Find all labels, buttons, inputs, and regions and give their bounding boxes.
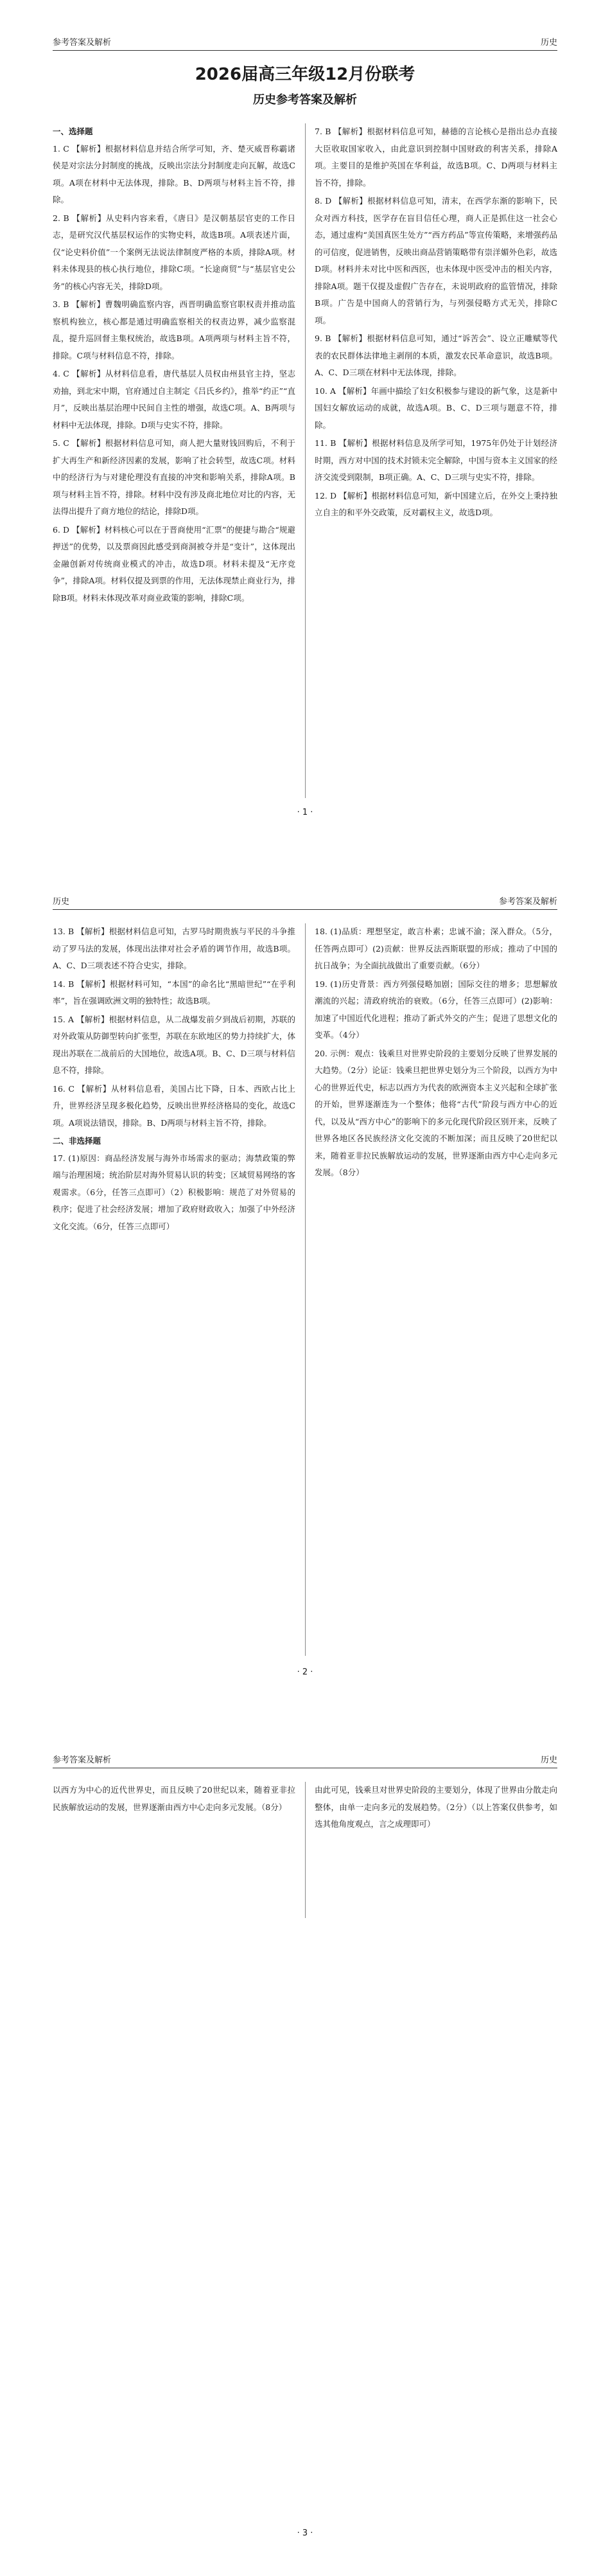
column-left [53, 123, 295, 608]
answer-item: 6. D 【解析】材料核心可以在于晋商使用“汇票”的便捷与勘合“规避押送”的优势，以及票商因此感受到商洞被夺并是“变计”，这体现出金融创新对传统商业模式的冲击，故选D项。材料未提及“无序竞争”，排除A项。材料仅提及到票的作用，无法体现禁止商业行为，排除B项。材料未体现改革对商业政策的影响，排除C项。 [53, 524, 295, 603]
answer-item: 由此可见，钱乘旦对世界史阶段的主要划分，体现了世界由分散走向整体，由单一走向多元的发展趋势。（2分）（以上答案仅供参考，如选其他角度观点，言之成理即可） [315, 1785, 557, 1829]
answer-item: 2. B 【解析】从史料内容来看，《唐日》是汉朝基层官吏的工作日志，是研究汉代基层权运作的实物史料，故选B项。A项表述片面，仅“论史料价值”一个案例无法说法律制度严格的本质，排除A项。材料未体现县的核心执行地位，排除C项。“长途商贸”与“基层官史公务”的核心内容无关，排除D项。 [53, 213, 295, 291]
column-divider [305, 123, 306, 798]
answer-item: 4. C 【解析】从材料信息看，唐代基层人员权由州县官主持，坚志劝抽，到北宋中期，官府通过自主制定《吕氏乡约》，推举“约正”“直月”，反映出基层治理中民间自主性的增强，故选C项。A、B两项与材料中无法体现，排除。D项与史实不符，排除。 [53, 369, 295, 430]
answer-item: 20. 示例：观点：钱乘旦对世界史阶段的主要划分反映了世界发展的大趋势。（2分）论证：钱乘旦把世界史划分为三个阶段，以西方为中心的世界近代史，标志以西方为代表的欧洲资本主义兴起和全球扩张的开始，世界逐渐连为一个整体；他将“古代”阶段与西方中心的近代，以及从“西方中心”的影响下的多元化现代阶段区别开来，反映了世界各地区各民族经济文化交流的不断加深；而且反映了20世纪以来，随着亚非拉民族解放运动的发展，世界逐渐由西方中心走向多元发展。（8分） [315, 1048, 557, 1177]
header-left: 参考答案及解析 [53, 38, 112, 48]
answer-item: 以西方为中心的近代世界史，而且反映了20世纪以来，随着亚非拉民族解放运动的发展，世界逐渐由西方中心走向多元发展。（8分） [53, 1785, 295, 1812]
answer-item: 16. C 【解析】从材料信息看，美国占比下降，日本、西欧占比上升，世界经济呈现多极化趋势，反映出世界经济格局的变化，故选C项。A项说法错误，排除。B、D两项与材料主旨不符，排除。 [53, 1083, 295, 1128]
page-number: · 3 · [297, 2528, 313, 2538]
answer-item: 17. (1)原因：商品经济发展与海外市场需求的驱动；海禁政策的弊端与治理困境；统治阶层对海外贸易认识的转变；区域贸易网络的客观需求。（6分，任答三点即可）（2）积极影响：规范了对外贸易的秩序；促进了社会经济发展；增加了政府财政收入；加强了中外经济文化交流。（6分，任答三点即可） [53, 1153, 295, 1231]
page-header [53, 1754, 557, 1768]
column-divider [305, 923, 306, 1656]
column-left [53, 1782, 295, 1817]
header-right: 历史 [540, 38, 557, 48]
page-1 [0, 0, 610, 859]
page-number: · 2 · [297, 1667, 313, 1677]
answer-item: 7. B 【解析】根据材料信息可知，赫德的言论核心是指出总办直接大臣收取国家收入，由此意识到控制中国财政的利害关系，排除A项。主要目的是维护英国在华利益，故选B项。C、D两项与材料主旨不符，排除。 [315, 127, 557, 188]
answer-item: 3. B 【解析】曹魏明确监察内容，西晋明确监察官职权责并推动监察机构独立，核心都是通过明确监察相关的权责边界，减少监察混乱，提升巡回督主集权统治，故选B项。A项两项与材料主旨不符，排除。C项与材料信息不符，排除。 [53, 299, 295, 360]
answer-item: 8. D 【解析】根据材料信息可知，清末，在西学东渐的影响下，民众对西方科技，医学存在盲目信任心理，商人正是抓住这一社会心态，通过虚构“美国真医生处方”“西方药品”等宣传策略，来增强药品的可信度，促进销售，反映出商品营销策略带有崇洋媚外色彩，故选D项。材料并未对比中医和西医，也未体现中医受冲击的相关内容，排除A项。题干仅提及虚假广告存在，未说明政府的监管情况，排除B项。广告是中国商人的营销行为，与列强侵略方式无关，排除C项。 [315, 196, 557, 325]
page-2 [0, 859, 610, 1718]
section-heading: 二、非选择题 [53, 1136, 101, 1146]
page-number: · 1 · [297, 808, 313, 817]
document-subtitle: 历史参考答案及解析 [253, 93, 357, 107]
header-left: 参考答案及解析 [53, 1755, 112, 1765]
section-heading: 一、选择题 [53, 127, 93, 136]
answer-item: 14. B 【解析】根据材料可知，“本国”的命名比“黑暗世纪”“在乎利率”，旨在强调欧洲文明的独特性；故选B项。 [53, 979, 295, 1006]
answer-item: 11. B 【解析】根据材料信息及所学可知，1975年仍处于计划经济时期，西方对中国的技术封锁未完全解除，中国与资本主义国家的经济交流受到限制，B项正确。A、C、D三项与史实不符，排除。 [315, 438, 557, 482]
header-right: 参考答案及解析 [498, 897, 557, 907]
document-title: 2026届高三年级12月份联考 [195, 65, 415, 84]
answer-item: 10. A 【解析】年画中描绘了妇女积极参与建设的新气象，这是新中国妇女解放运动的成就，故选A项。B、C、D三项与题意不符，排除。 [315, 386, 557, 430]
answer-item: 1. C 【解析】根据材料信息并结合所学可知，齐、楚灭威晋称霸诸侯是对宗法分封制度的挑战，反映出宗法分封制度走向瓦解，故选C项。A项在材料中无法体现，排除。B、D两项与材料主旨不符，排除。 [53, 143, 295, 204]
column-right [315, 1782, 557, 1834]
answer-item: 19. (1)历史背景：西方列强侵略加剧；国际交往的增多；思想解放潮流的兴起；清政府统治的衰败。（6分，任答三点即可）(2)影响：加速了中国近代化进程；推动了新式外交的产生；促进了思想文化的变革。（4分） [315, 979, 557, 1040]
answer-item: 15. A 【解析】根据材料信息，从二战爆发前夕到战后初期，苏联的对外政策从防御型转向扩张型，苏联在东欧地区的势力持续扩大，体现出苏联在二战前后的大国地位，故选A项。B、C、D三项与材料信息不符，排除。 [53, 1014, 295, 1075]
header-right: 历史 [540, 1755, 557, 1765]
page-header [53, 895, 557, 910]
answer-item: 9. B 【解析】根据材料信息可知，通过“诉苦会”、设立正雕赋等代表的农民群体法律地主剥削的本质，激发农民革命意识，故选B项。A、C、D三项在材料中无法体现，排除。 [315, 333, 557, 377]
column-right [315, 923, 557, 1183]
column-left [53, 923, 295, 1236]
page-header [53, 36, 557, 51]
answer-item: 5. C 【解析】根据材料信息可知，商人把大量财钱回购后，不利于扩大再生产和新经济因素的发展，影响了社会转型，故选C项。材料中的经济行为与对建伦理没有直接的冲突和影响关系，排除A项。B项与材料主旨不符，排除。材料中没有涉及商北地位对比的内容，无法得出提升了商方地位的结论，排除D项。 [53, 438, 295, 516]
page-3 [0, 1718, 610, 2576]
header-left: 历史 [53, 897, 70, 907]
column-right [315, 123, 557, 523]
answer-item: 12. D 【解析】根据材料信息可知，新中国建立后，在外交上秉持独立自主的和平外交政策，反对霸权主义，故选D项。 [315, 490, 557, 517]
answer-item: 18. (1)品质：理想坚定，敢言朴素；忠诚不渝；深入群众。（5分，任答两点即可）(2)贡献：世界反法西斯联盟的形成；推动了中国的抗日战争；为全面抗战做出了重要贡献。（6分） [315, 927, 557, 970]
answer-item: 13. B 【解析】根据材料信息可知，古罗马时期贵族与平民的斗争推动了罗马法的发展，体现出法律对社会矛盾的调节作用，故选B项。A、C、D三项表述不符合史实，排除。 [53, 927, 295, 970]
column-divider [305, 1782, 306, 1918]
